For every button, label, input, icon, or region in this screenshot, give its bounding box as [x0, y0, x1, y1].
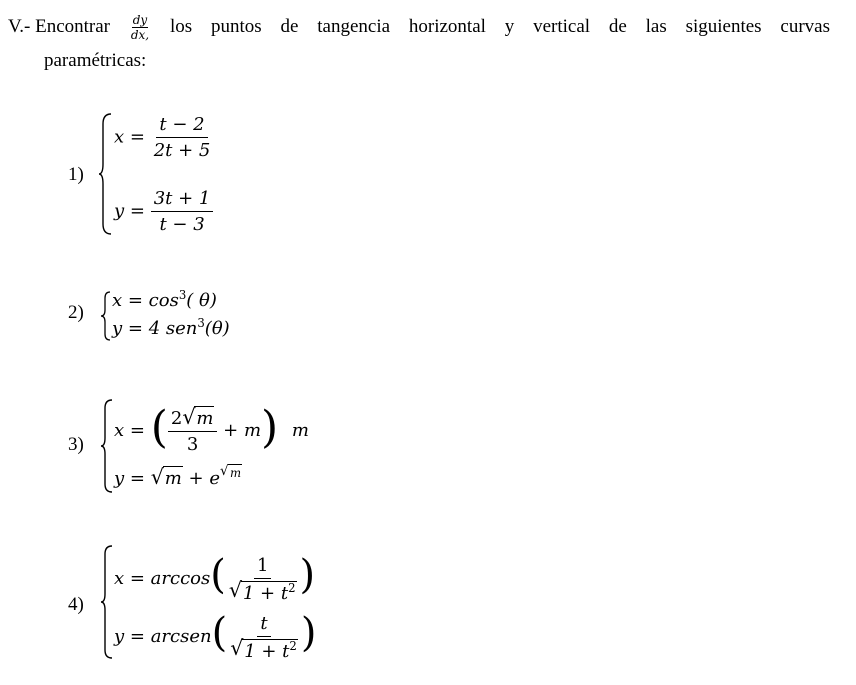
heading-word: horizontal [408, 16, 486, 37]
heading-word: vertical [533, 16, 591, 37]
equation-x [114, 114, 213, 161]
equation-x [112, 288, 217, 311]
equation-lhs: y = [114, 468, 145, 489]
trailing-term: m [291, 420, 309, 441]
right-paren: ) [299, 552, 316, 598]
left-brace [98, 112, 114, 236]
equation-lhs: x = cos [112, 290, 179, 311]
radical-sign: √ [150, 465, 164, 489]
argument: ( θ) [186, 290, 217, 311]
equation-lhs: x = [114, 420, 145, 441]
heading-line-2: paramétricas: [44, 50, 147, 71]
heading-word: las [645, 16, 667, 37]
radical-sign: √ [230, 635, 244, 660]
radicand: m [230, 466, 242, 480]
right-paren: ) [300, 610, 317, 656]
equation-x [114, 398, 309, 457]
heading-word: siguientes [685, 16, 762, 37]
equation-lhs: x = [114, 126, 145, 148]
radical-sign: √ [182, 404, 196, 429]
dy-dx-numerator: dy [132, 12, 148, 27]
fraction-denominator: 3 [186, 433, 199, 455]
heading-prefix: V.- Encontrar [8, 16, 111, 37]
plus-term: + m [223, 420, 262, 441]
fraction [226, 555, 300, 604]
fraction-denominator: 2t + 5 [153, 140, 211, 161]
argument: (θ) [204, 318, 230, 339]
left-paren: ( [211, 610, 228, 656]
fraction-denominator [227, 637, 301, 662]
radicand: m [196, 407, 214, 429]
equation-y [114, 466, 242, 489]
radicand: $1 + t^2$ [242, 580, 296, 604]
plus-term: + e [188, 468, 220, 489]
exponent [220, 466, 242, 480]
exponent: 3 [178, 288, 187, 302]
dy-dx-fraction [131, 13, 149, 42]
fraction-numerator: 3t + 1 [151, 188, 214, 212]
left-paren: ( [210, 552, 226, 598]
radicand: $1 + t^2$ [244, 638, 297, 662]
left-paren: ( [150, 402, 168, 453]
radical-sign: √ [228, 577, 243, 602]
item-number: 3) [68, 434, 84, 455]
fraction-numerator: t [257, 613, 270, 637]
fraction [151, 188, 214, 235]
equation-y [112, 316, 230, 339]
equation-lhs: y = arcsen [114, 626, 212, 647]
heading-word: los [169, 16, 193, 37]
left-brace [100, 398, 114, 494]
heading-line-1 [8, 10, 830, 44]
left-brace [100, 290, 112, 342]
heading-word: puntos [210, 16, 262, 37]
radicand: m [164, 468, 182, 489]
item-number: 1) [68, 164, 84, 185]
dy-dx-denominator: dx, [130, 27, 150, 42]
equation-x [114, 548, 315, 604]
heading-word: tangencia [317, 16, 391, 37]
equation-lhs: y = [114, 200, 145, 222]
fraction-numerator: t − 2 [156, 114, 207, 138]
fraction-denominator: t − 3 [159, 214, 205, 235]
equation-lhs: y = 4 sen [112, 318, 198, 339]
item-number: 4) [68, 594, 84, 615]
heading-word: curvas [780, 16, 830, 37]
equation-y [114, 606, 316, 662]
square-root [228, 577, 297, 604]
fraction [168, 404, 218, 455]
equation-y [114, 188, 213, 235]
square-root [150, 465, 183, 489]
fraction [227, 613, 301, 662]
fraction-numerator: 1 [254, 555, 271, 579]
right-paren: ) [261, 402, 279, 453]
heading-word: y [504, 16, 515, 37]
left-brace [100, 544, 114, 660]
exponent: 3 [197, 316, 205, 330]
fraction-denominator [226, 579, 300, 604]
item-number: 2) [68, 302, 84, 323]
radical-sign: √ [220, 464, 229, 479]
heading-word: de [280, 16, 299, 37]
equation-lhs: x = arccos [114, 568, 211, 589]
heading-word: de [608, 16, 627, 37]
square-root [230, 635, 298, 662]
square-root [182, 404, 214, 429]
exercise-heading [8, 10, 830, 78]
fraction [151, 114, 214, 161]
fraction-numerator: 2 √ m [168, 408, 218, 432]
square-root [220, 466, 242, 480]
